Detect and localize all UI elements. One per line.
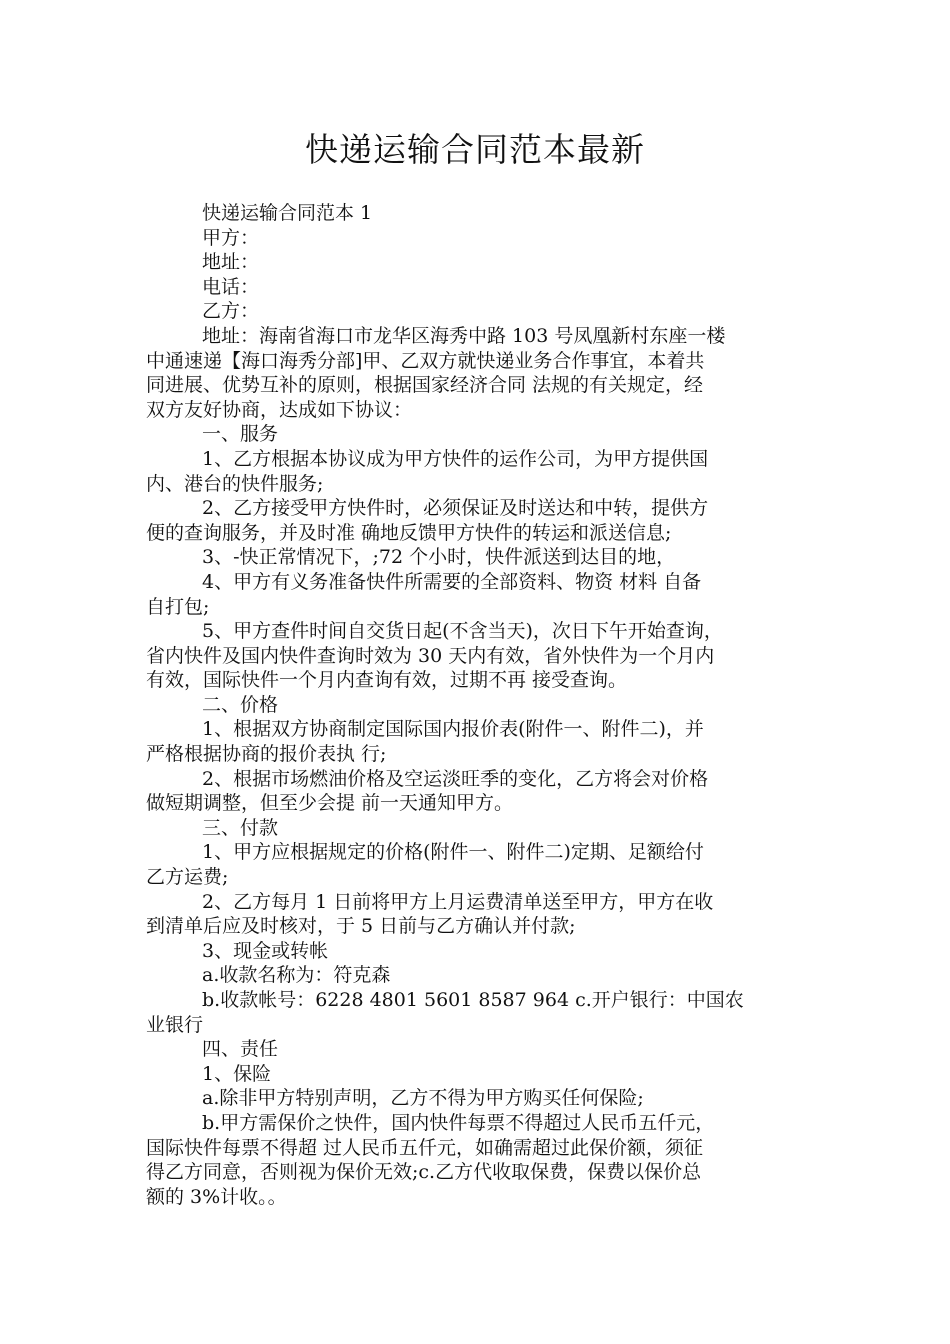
text-line: 地址：海南省海口市龙华区海秀中路 103 号凤凰新村东座一楼 — [202, 324, 726, 347]
text-line: 快递运输合同范本 1 — [202, 202, 373, 224]
text-line: 2、乙方接受甲方快件时，必须保证及时送达和中转，提供方 — [202, 497, 709, 520]
text-line: 1、根据双方协商制定国际国内报价表(附件一、附件二)，并 — [202, 718, 704, 741]
text-line: 自打包; — [146, 595, 210, 618]
text-line: 双方友好协商，达成如下协议： — [146, 398, 413, 421]
text-line: 地址： — [202, 251, 260, 274]
text-line: 3、现金或转帐 — [202, 939, 329, 962]
text-line: 一、服务 — [202, 423, 279, 446]
text-line: 1、乙方根据本协议成为甲方快件的运作公司，为甲方提供国 — [202, 447, 709, 470]
text-line: 严格根据协商的报价表执 行; — [146, 743, 387, 766]
text-line: 1、保险 — [202, 1062, 272, 1085]
text-line: 乙方： — [202, 300, 260, 323]
text-line: 四、责任 — [202, 1038, 279, 1061]
text-line: 得乙方同意，否则视为保价无效;c.乙方代收取保费，保费以保价总 — [146, 1161, 702, 1184]
text-line: 二、价格 — [202, 693, 279, 716]
text-line: 1、甲方应根据规定的价格(附件一、附件二)定期、足额给付 — [202, 841, 704, 864]
text-line: 到清单后应及时核对，于 5 日前与乙方确认并付款; — [146, 915, 576, 938]
text-line: 3、-快正常情况下，;72 个小时，快件派送到达目的地， — [202, 546, 676, 569]
text-line: 三、付款 — [202, 816, 279, 839]
text-line: a.除非甲方特别声明，乙方不得为甲方购买任何保险; — [202, 1087, 644, 1110]
text-line: 电话： — [202, 275, 260, 298]
text-line: 乙方运费; — [146, 866, 229, 889]
text-line: 内、港台的快件服务; — [146, 472, 324, 495]
text-line: b.甲方需保价之快件，国内快件每票不得超过人民币五仟元， — [202, 1111, 715, 1134]
text-line: b.收款帐号：6228 4801 5601 8587 964 c.开户银行：中国农 — [202, 989, 744, 1011]
text-line: 2、根据市场燃油价格及空运淡旺季的变化，乙方将会对价格 — [202, 767, 709, 790]
text-line: 同进展、优势互补的原则，根据国家经济合同 法规的有关规定，经 — [146, 374, 704, 397]
document-body — [146, 201, 808, 1209]
text-line: 5、甲方查件时间自交货日起(不含当天)，次日下午开始查询， — [202, 620, 723, 643]
text-line: 中通速递【海口海秀分部]甲、乙双方就快递业务合作事宜，本着共 — [146, 349, 705, 372]
text-line: 4、甲方有义务准备快件所需要的全部资料、物资 材料 自备 — [202, 570, 702, 593]
text-line: 国际快件每票不得超 过人民币五仟元，如确需超过此保价额，须征 — [146, 1136, 704, 1159]
text-line: 做短期调整，但至少会提 前一天通知甲方。 — [146, 792, 514, 815]
text-line: 有效，国际快件一个月内查询有效，过期不再 接受查询。 — [146, 669, 628, 692]
text-line: 便的查询服务，并及时准 确地反馈甲方快件的转运和派送信息; — [146, 521, 672, 544]
text-line: a.收款名称为：符克森 — [202, 964, 391, 987]
text-line: 额的 3%计收。。 — [146, 1185, 287, 1208]
text-line: 业银行 — [146, 1013, 204, 1036]
document-title: 快递运输合同范本最新 — [305, 130, 645, 169]
text-line: 2、乙方每月 1 日前将甲方上月运费清单送至甲方，甲方在收 — [202, 890, 714, 913]
text-line: 甲方： — [202, 226, 260, 249]
text-line: 省内快件及国内快件查询时效为 30 天内有效，省外快件为一个月内 — [146, 644, 715, 667]
